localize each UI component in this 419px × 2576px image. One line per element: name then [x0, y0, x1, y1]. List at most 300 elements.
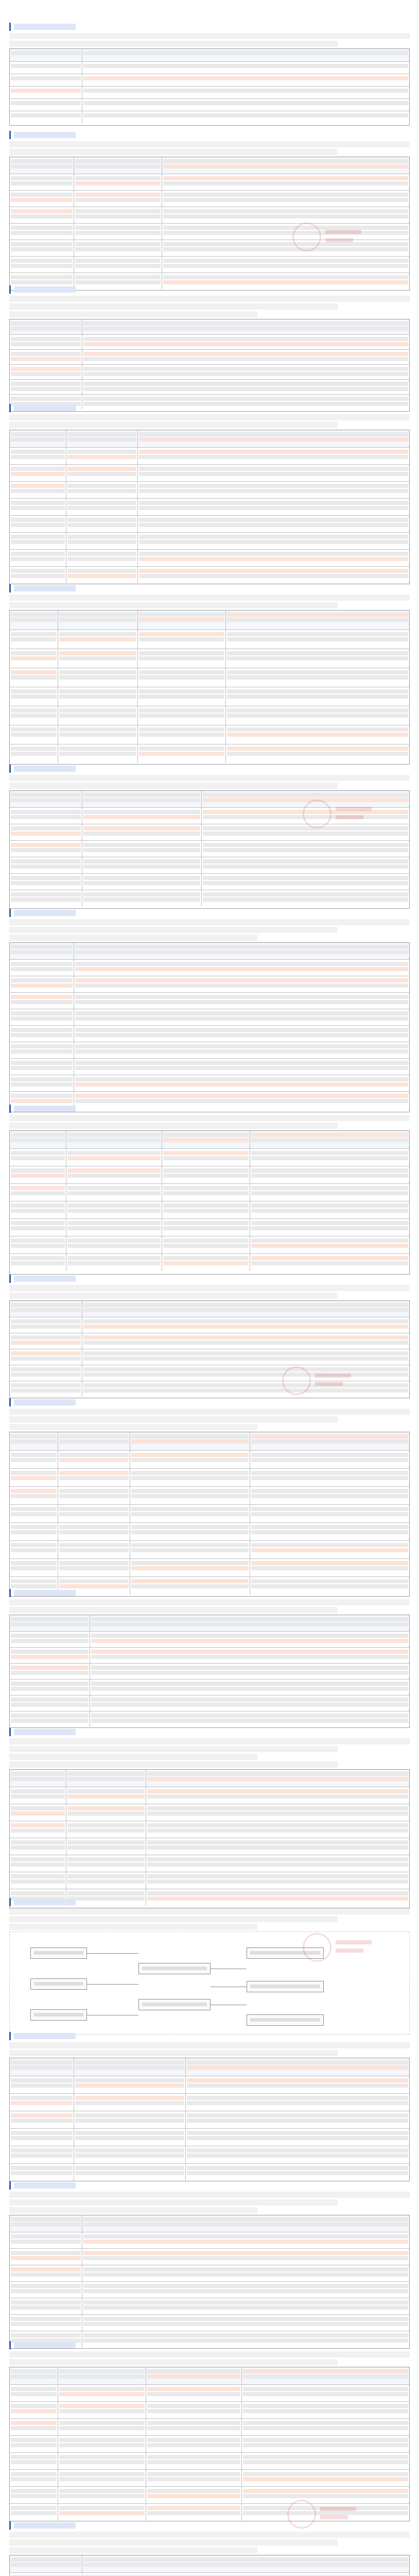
section-heading — [9, 404, 410, 412]
table-cell — [10, 2164, 74, 2181]
table-cell — [66, 465, 138, 481]
table-cell — [10, 2315, 82, 2331]
text-line — [67, 1261, 161, 1265]
paragraph-line — [9, 33, 410, 39]
table-cell — [162, 174, 409, 190]
text-line — [147, 2472, 240, 2476]
text-line — [187, 2078, 408, 2082]
text-line — [83, 1388, 408, 1393]
text-line — [251, 1138, 408, 1142]
text-line — [11, 181, 73, 185]
document-section — [9, 1589, 410, 1728]
table-row — [10, 687, 409, 706]
paragraph-line — [9, 1746, 338, 1752]
text-line — [59, 714, 136, 718]
table-header-row — [10, 943, 409, 959]
table-row — [10, 1855, 409, 1872]
table-cell — [137, 744, 225, 763]
table-cell — [10, 706, 58, 725]
text-line — [139, 535, 408, 539]
table-row — [10, 2314, 409, 2331]
text-line — [75, 2083, 184, 2088]
text-line — [11, 76, 81, 80]
table-cell — [58, 1505, 130, 1522]
table-cell — [10, 1042, 74, 1058]
table-cell — [137, 649, 225, 668]
table-cell — [10, 465, 66, 481]
text-line — [163, 214, 408, 218]
text-line — [91, 1666, 408, 1670]
text-line — [59, 1548, 129, 1552]
text-line — [11, 352, 81, 356]
text-line — [11, 2333, 81, 2337]
diagram-node — [30, 2009, 87, 2021]
text-line — [187, 2101, 408, 2105]
text-line — [59, 2438, 145, 2442]
table-cell — [137, 611, 225, 630]
table-cell — [250, 1451, 409, 1468]
text-line — [11, 337, 81, 341]
text-line — [11, 656, 57, 660]
paragraph-line — [9, 2207, 257, 2213]
text-line — [147, 2443, 240, 2447]
text-line — [11, 1489, 57, 1493]
watermark-logo — [282, 2496, 359, 2542]
text-line — [11, 1584, 57, 1588]
text-line — [11, 1857, 65, 1861]
table-cell — [146, 2385, 241, 2401]
section-heading — [9, 23, 410, 31]
text-line — [251, 1204, 408, 1208]
table-row — [10, 1009, 409, 1025]
paragraph-line — [9, 2050, 338, 2056]
text-line — [243, 2477, 408, 2481]
text-line — [67, 1191, 161, 1195]
document-section — [9, 23, 410, 126]
text-line — [139, 727, 224, 732]
table-cell — [58, 1432, 130, 1450]
text-line — [163, 231, 408, 235]
text-line — [91, 1714, 408, 1718]
text-line — [83, 64, 408, 68]
text-line — [131, 1525, 249, 1529]
text-line — [11, 2065, 73, 2070]
text-line — [59, 2387, 145, 2391]
text-line — [83, 892, 201, 896]
text-line — [131, 1434, 249, 1438]
table-cell — [162, 1131, 250, 1148]
text-line — [67, 1772, 145, 1776]
text-line — [147, 1879, 408, 1884]
text-line — [83, 342, 408, 346]
table-cell — [162, 257, 409, 273]
text-line — [131, 1584, 249, 1588]
text-line — [83, 1335, 408, 1340]
data-table — [9, 2215, 410, 2349]
paragraph-line — [9, 1293, 338, 1299]
table-cell — [10, 1059, 74, 1075]
table-cell — [10, 482, 66, 498]
table-cell — [10, 430, 66, 447]
text-line — [11, 747, 57, 751]
text-line — [75, 1049, 408, 1054]
table-row — [10, 1486, 409, 1504]
text-line — [11, 1543, 57, 1547]
text-line — [67, 1138, 161, 1142]
text-line — [75, 995, 408, 999]
table-cell — [74, 224, 162, 240]
text-line — [75, 2171, 184, 2175]
table-row — [10, 174, 409, 190]
paragraph-line — [9, 1123, 338, 1129]
paragraph-line — [9, 1761, 338, 1768]
table-cell — [90, 1664, 409, 1679]
table-cell — [130, 1505, 250, 1522]
text-line — [11, 1811, 65, 1816]
text-line — [11, 101, 81, 105]
text-line — [59, 1458, 129, 1462]
text-line — [163, 259, 408, 263]
table-cell — [10, 335, 82, 349]
text-line — [187, 2154, 408, 2158]
text-line — [67, 1828, 145, 1833]
table-cell — [130, 1487, 250, 1504]
text-line — [59, 2421, 145, 2425]
table-cell — [10, 1301, 82, 1317]
table-cell — [82, 874, 202, 890]
table-cell — [10, 1075, 74, 1091]
text-line — [251, 1494, 408, 1498]
text-line — [163, 1209, 249, 1213]
table-cell — [74, 2146, 185, 2163]
text-line — [11, 2387, 57, 2391]
text-line — [163, 159, 408, 163]
table-row — [10, 1450, 409, 1468]
text-line — [147, 1840, 408, 1844]
section-heading — [9, 2032, 410, 2040]
text-line — [11, 1777, 65, 1781]
paragraph-line — [9, 1599, 410, 1605]
table-cell — [10, 1821, 66, 1838]
data-table — [9, 1130, 410, 1275]
text-line — [147, 1891, 408, 1895]
table-cell — [66, 448, 138, 464]
text-line — [251, 1133, 408, 1137]
text-line — [59, 2392, 145, 2396]
table-cell — [250, 1149, 409, 1166]
table-cell — [10, 174, 74, 190]
paragraph-line — [9, 414, 410, 420]
text-line — [243, 2443, 408, 2447]
section-heading — [9, 1898, 410, 1906]
text-line — [67, 523, 137, 527]
text-line — [163, 1168, 249, 1173]
text-line — [243, 2409, 408, 2413]
text-line — [11, 455, 65, 459]
text-line — [147, 1789, 408, 1793]
table-cell — [74, 207, 162, 223]
text-line — [11, 2171, 73, 2175]
text-line — [11, 1453, 57, 1457]
text-line — [83, 793, 201, 797]
text-line — [11, 1156, 65, 1160]
table-cell — [90, 1696, 409, 1711]
text-line — [11, 984, 73, 988]
text-line — [163, 226, 408, 230]
text-line — [11, 2443, 57, 2447]
table-cell — [10, 1219, 66, 1236]
paragraph-line — [9, 1916, 338, 1922]
text-line — [11, 2460, 57, 2464]
text-line — [11, 618, 57, 622]
table-row — [10, 2111, 409, 2128]
text-line — [11, 876, 81, 880]
document-section — [9, 1728, 410, 1908]
table-cell — [10, 350, 82, 364]
section-heading-label — [14, 1899, 76, 1905]
table-cell — [66, 430, 138, 447]
table-cell — [82, 1365, 409, 1381]
text-line — [147, 2387, 240, 2391]
table-cell — [10, 725, 58, 744]
text-line — [163, 1151, 249, 1155]
text-line — [139, 455, 408, 459]
table-row — [10, 349, 409, 364]
text-line — [227, 656, 408, 660]
text-line — [11, 1367, 81, 1371]
text-line — [11, 1351, 81, 1355]
text-line — [83, 2251, 408, 2255]
table-cell — [66, 550, 138, 566]
text-line — [59, 1494, 129, 1498]
text-line — [11, 1789, 65, 1793]
text-line — [75, 2060, 184, 2064]
text-line — [67, 1789, 145, 1793]
section-heading-label — [14, 1399, 76, 1405]
text-line — [67, 552, 137, 556]
text-line — [11, 1049, 73, 1054]
text-line — [83, 2234, 408, 2239]
document-section — [9, 909, 410, 1112]
section-heading-label — [14, 910, 76, 916]
text-line — [11, 450, 65, 454]
text-line — [91, 1682, 408, 1686]
table-cell — [185, 2129, 409, 2146]
table-cell — [10, 2232, 82, 2248]
text-line — [83, 101, 408, 105]
text-line — [59, 1512, 129, 1516]
table-row — [10, 1647, 409, 1663]
text-line — [11, 1719, 89, 1723]
text-line — [11, 569, 65, 573]
text-line — [11, 2154, 73, 2158]
text-line — [83, 1383, 408, 1387]
text-line — [11, 113, 81, 117]
table-cell — [201, 841, 409, 857]
table-row — [10, 2298, 409, 2314]
text-line — [75, 181, 161, 185]
text-line — [83, 2240, 408, 2244]
text-line — [139, 467, 408, 471]
table-cell — [10, 2094, 74, 2111]
text-line — [243, 2455, 408, 2459]
text-line — [75, 264, 161, 268]
table-cell — [10, 1236, 66, 1253]
section-heading-label — [14, 286, 76, 293]
table-cell — [146, 1872, 409, 1889]
watermark-seal-icon — [303, 800, 331, 828]
table-row — [10, 959, 409, 976]
text-line — [11, 694, 57, 699]
table-cell — [82, 62, 409, 74]
table-cell — [58, 2487, 146, 2503]
text-line — [11, 1794, 65, 1799]
table-row — [10, 2093, 409, 2111]
text-line — [11, 1548, 57, 1552]
text-line — [67, 1244, 161, 1248]
text-line — [67, 1823, 145, 1827]
text-line — [11, 1388, 81, 1393]
text-line — [11, 2251, 81, 2255]
watermark-seal-icon — [303, 1933, 331, 1962]
paragraph-line — [9, 1409, 410, 1415]
text-line — [75, 1082, 408, 1087]
table-cell — [10, 808, 82, 824]
text-line — [163, 1239, 249, 1243]
paragraph-line — [9, 1285, 410, 1291]
text-line — [11, 798, 81, 802]
text-line — [83, 1341, 408, 1345]
text-line — [83, 51, 408, 55]
section-heading — [9, 584, 410, 592]
table-cell — [10, 516, 66, 532]
text-line — [75, 950, 408, 954]
text-line — [75, 176, 161, 180]
text-line — [75, 2101, 184, 2105]
table-cell — [10, 448, 66, 464]
text-line — [67, 506, 137, 510]
table-header-row — [10, 157, 409, 174]
text-line — [227, 727, 408, 732]
text-line — [91, 1698, 408, 1702]
text-line — [163, 1186, 249, 1190]
text-line — [67, 1204, 161, 1208]
text-line — [163, 1226, 249, 1230]
table-cell — [10, 1432, 58, 1450]
text-line — [203, 859, 408, 863]
text-line — [11, 1256, 65, 1260]
text-line — [67, 455, 137, 459]
text-line — [11, 1879, 65, 1884]
diagram-connector — [87, 1953, 138, 1954]
text-line — [251, 1548, 408, 1552]
text-line — [75, 214, 161, 218]
watermark-seal-icon — [287, 2500, 316, 2529]
text-line — [59, 1453, 129, 1457]
table-row — [10, 1821, 409, 1838]
text-line — [11, 675, 57, 680]
text-line — [91, 1655, 408, 1659]
section-heading — [9, 1728, 410, 1736]
text-line — [227, 689, 408, 693]
table-cell — [162, 224, 409, 240]
section-heading-label — [14, 132, 76, 138]
text-line — [147, 2494, 240, 2498]
table-cell — [74, 993, 409, 1009]
table-cell — [66, 1149, 162, 1166]
table-cell — [10, 890, 82, 906]
table-cell — [74, 157, 162, 174]
table-cell — [82, 350, 409, 364]
document-section — [9, 285, 410, 412]
table-cell — [130, 1559, 250, 1577]
table-cell — [10, 380, 82, 394]
text-line — [11, 1000, 73, 1004]
text-line — [251, 1458, 408, 1462]
text-line — [227, 675, 408, 680]
table-row — [10, 2232, 409, 2248]
paragraph-line — [9, 927, 338, 933]
table-cell — [74, 257, 162, 273]
text-line — [67, 472, 137, 476]
table-cell — [10, 1559, 58, 1577]
text-line — [67, 1156, 161, 1160]
text-line — [11, 198, 73, 202]
diagram-node — [30, 1978, 87, 1990]
text-line — [251, 1168, 408, 1173]
table-cell — [58, 687, 137, 706]
text-line — [227, 632, 408, 636]
text-line — [251, 1439, 408, 1444]
table-cell — [10, 87, 82, 98]
table-cell — [10, 1711, 90, 1727]
table-cell — [10, 2487, 58, 2503]
text-line — [11, 1862, 65, 1867]
table-cell — [250, 1469, 409, 1486]
text-line — [142, 2003, 207, 2006]
table-cell — [10, 1026, 74, 1042]
table-header-row — [10, 49, 409, 61]
table-header-row — [10, 2367, 409, 2384]
text-line — [147, 1794, 408, 1799]
table-cell — [225, 630, 409, 649]
text-line — [142, 1967, 207, 1970]
text-line — [67, 1806, 145, 1810]
table-cell — [10, 1381, 82, 1397]
table-cell — [250, 1559, 409, 1577]
table-cell — [82, 99, 409, 111]
table-cell — [66, 1821, 146, 1838]
text-line — [11, 467, 65, 471]
text-line — [11, 2256, 81, 2260]
table-cell — [130, 1432, 250, 1450]
text-line — [11, 1823, 65, 1827]
table-cell — [241, 2367, 409, 2384]
text-line — [75, 226, 161, 230]
paragraph-line — [9, 1424, 257, 1430]
table-cell — [66, 567, 138, 583]
table-cell — [10, 257, 74, 273]
table-cell — [10, 2436, 58, 2452]
text-line — [67, 501, 137, 505]
table-cell — [58, 2385, 146, 2401]
table-cell — [130, 1541, 250, 1558]
text-line — [83, 897, 201, 902]
text-line — [75, 2148, 184, 2153]
text-line — [11, 574, 65, 578]
text-line — [227, 733, 408, 737]
diagram-node — [30, 1947, 87, 1959]
